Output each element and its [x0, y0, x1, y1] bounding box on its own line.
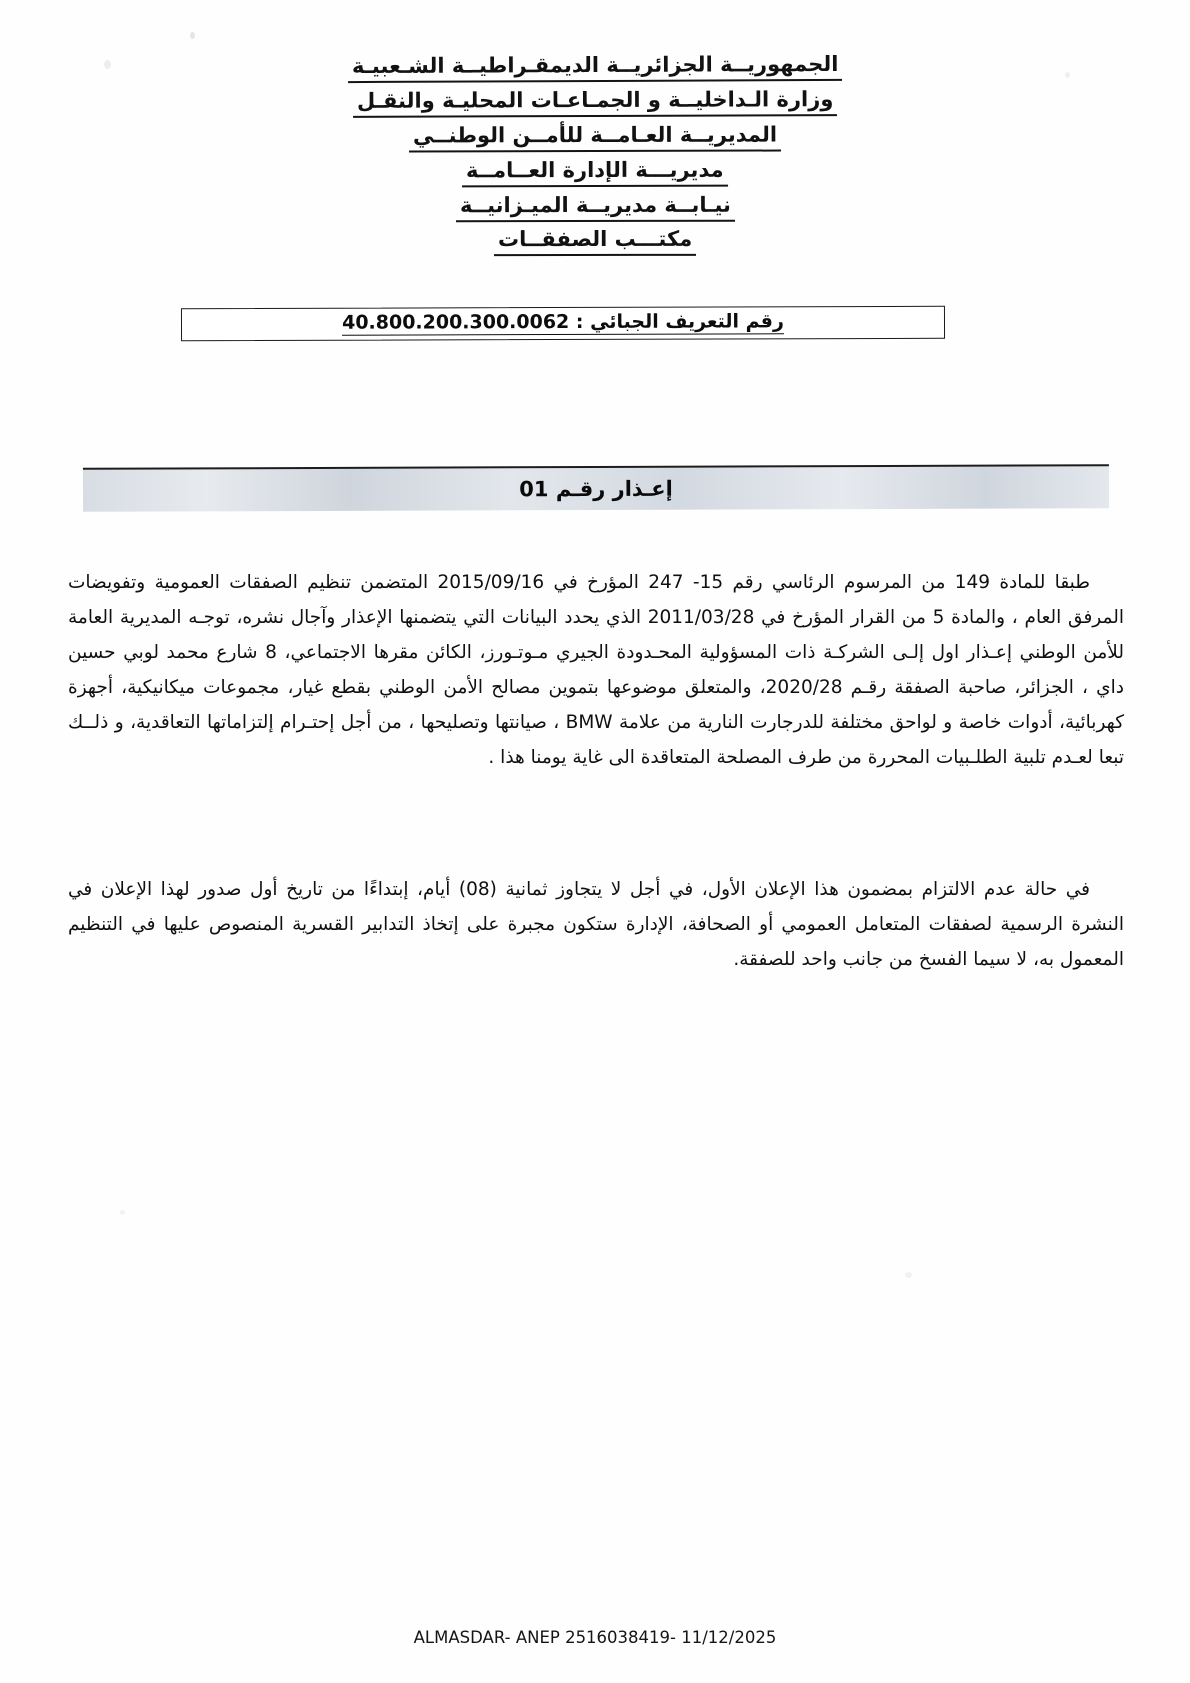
letterhead-line-contracts-office: مكتـــب الصفقــات: [494, 226, 696, 256]
paragraph-content: طبقا للمادة 149 من المرسوم الرئاسي رقم 15- 247 المؤرخ في 2015/09/16 المتضمن تنظيم الصفقات العمومية وتفويضات المرفق العام ، والمادة 5 من القرار المؤرخ في 2011/03/28 الذي يحدد البيانات التي يتضمنها الإعذار وآجال نشره، توجـه المديرية العامة للأمن الوطني إعـذار اول إلـى الشركـة ذات المسؤولية المحـدودة الجيري مـوتـورز، الكائن مقرها الاجتماعي، 8 شارع محمد لوبي حسين داي ، الجزائر، صاحبة الصفقة رقـم 2020/28، والمتعلق موضوعها بتموين مصالح الأمن الوطني بقطع غيار، مجموعات ميكانيكية، أجهزة كهربائية، أدوات خاصة و لواحق مختلفة للدرجارت النارية من علامة BMW ، صيانتها وتصليحها ، من أجل إحتـرام إلتزاماتها التعاقدية، و ذلــك تبعا لعـدم تلبية الطلـبيات المحررة من طرف المصلحة المتعاقدة الى غاية يومنا هذا .: [68, 572, 1125, 768]
scan-artifact-speck: [190, 32, 195, 39]
letterhead-line-budget-subdirectorate: نيـابــة مديريــة الميـزانيــة: [456, 191, 735, 221]
tax-identification-text: رقم التعريف الجبائي : 40.800.200.300.0062: [342, 310, 784, 334]
paragraph-text: [68, 565, 1124, 775]
body-paragraph-legal-basis: [68, 565, 1124, 775]
letterhead-line-republic: الجمهوريــة الجزائريــة الديمقـراطيــة الشـعبيـة: [348, 51, 843, 83]
paragraph-content: في حالة عدم الالتزام بمضمون هذا الإعلان الأول، في أجل لا يتجاوز ثمانية (08) أيام، إبتداءًا من تاريخ أول صدور لهذا الإعلان في النشرة الرسمية لصفقات المتعامل العمومي أو الصحافة، الإدارة ستكون مجبرة على إتخاذ التدابير القسرية المنصوص عليها في التنظيم المعمول به، لا سيما الفسخ من جانب واحد للصفقة.: [68, 879, 1124, 970]
letterhead-line-directorate-general: المديريــة العـامــة للأمــن الوطنــي: [409, 121, 781, 152]
scan-artifact-speck: [905, 1272, 912, 1278]
tax-identification-box: [181, 306, 945, 341]
footer-publication-reference: ALMASDAR- ANEP 2516038419- 11/12/2025: [413, 1628, 777, 1647]
notice-title-text: إعـذار رقـم 01: [519, 476, 673, 502]
letterhead-line-ministry: وزارة الـداخليــة و الجمـاعـات المحليـة والنقـل: [353, 86, 837, 118]
scan-artifact-speck: [120, 1210, 125, 1215]
body-paragraph-consequences: [68, 872, 1124, 977]
letterhead: [0, 52, 1190, 261]
letterhead-line-administration-directorate: مديريـــة الإدارة العــامــة: [462, 156, 728, 187]
paragraph-text: [68, 872, 1124, 977]
notice-title-bar: [83, 464, 1109, 512]
